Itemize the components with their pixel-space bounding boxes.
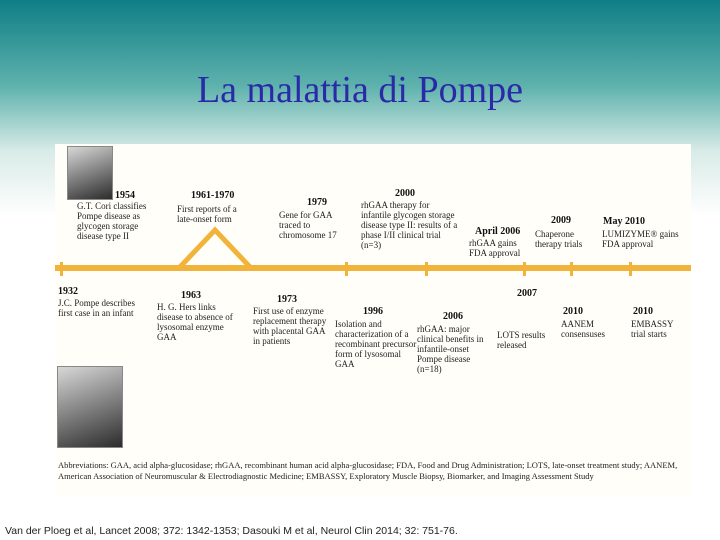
event-year: 1973: [277, 294, 297, 305]
event-year: 1932: [58, 286, 78, 297]
timeline-tick: [570, 262, 573, 276]
event-year: 2010: [633, 306, 653, 317]
event-year: 1963: [181, 290, 201, 301]
event-text: Gene for GAA traced to chromosome 17: [279, 210, 337, 240]
citation: Van der Ploeg et al, Lancet 2008; 372: 1342-1353; Dasouki M et al, Neurol Clin 2014; 32: 751-76.: [5, 525, 458, 537]
event-text: First reports of a late-onset form: [177, 204, 237, 224]
event-year: 1961-1970: [191, 190, 235, 201]
event-text: LOTS results released: [497, 330, 546, 350]
event-year: 1979: [307, 197, 327, 208]
event-year: 2010: [563, 306, 583, 317]
event-year: 2007: [517, 288, 537, 299]
event-year: 1954: [115, 190, 135, 201]
timeline-tick: [345, 262, 348, 276]
event-text: Chaperone therapy trials: [535, 229, 583, 249]
event-text: J.C. Pompe describes first case in an infant: [58, 298, 135, 318]
timeline-tick: [523, 262, 526, 276]
timeline-figure: [55, 144, 691, 496]
event-text: LUMIZYME® gains FDA approval: [602, 229, 679, 249]
event-text: rhGAA therapy for infantile glycogen storage disease type II: results of a phase I/II clinical trial (n=3): [361, 200, 458, 250]
event-year: 2006: [443, 311, 463, 322]
event-text: AANEM consensuses: [561, 319, 605, 339]
event-text: Isolation and characterization of a recombinant precursor form of lysosomal GAA: [335, 319, 417, 369]
timeline-tick: [60, 262, 63, 276]
event-year: May 2010: [603, 216, 645, 227]
event-text: H. G. Hers links disease to absence of lysosomal enzyme GAA: [157, 302, 233, 342]
event-text: rhGAA: major clinical benefits in infantile-onset Pompe disease (n=18): [417, 324, 484, 374]
event-year: 2009: [551, 215, 571, 226]
event-year: 1996: [363, 306, 383, 317]
event-text: rhGAA gains FDA approval: [469, 238, 521, 258]
abbreviations-note: Abbreviations: GAA, acid alpha-glucosidase; rhGAA, recombinant human acid alpha-glucosidase; FDA, Food and Drug Administration; LOTS, late-onset treatment study; AANEM, American Association of Neuromuscular & Electrodiagnostic Medicine; EMBASSY, Exploratory Muscle Biopsy, Biomarker, and Imaging Assessment Study: [58, 460, 678, 481]
timeline-tick: [425, 262, 428, 276]
slide-title: La malattia di Pompe: [196, 69, 524, 111]
event-year: 2000: [395, 188, 415, 199]
timeline-tick: [629, 262, 632, 276]
event-text: First use of enzyme replacement therapy with placental GAA in patients: [253, 306, 327, 346]
event-year: April 2006: [475, 226, 521, 237]
event-text: EMBASSY trial starts: [631, 319, 674, 339]
event-text: G.T. Cori classifies Pompe disease as glycogen storage disease type II: [77, 201, 147, 241]
portrait-photo-pompe: [57, 366, 123, 448]
